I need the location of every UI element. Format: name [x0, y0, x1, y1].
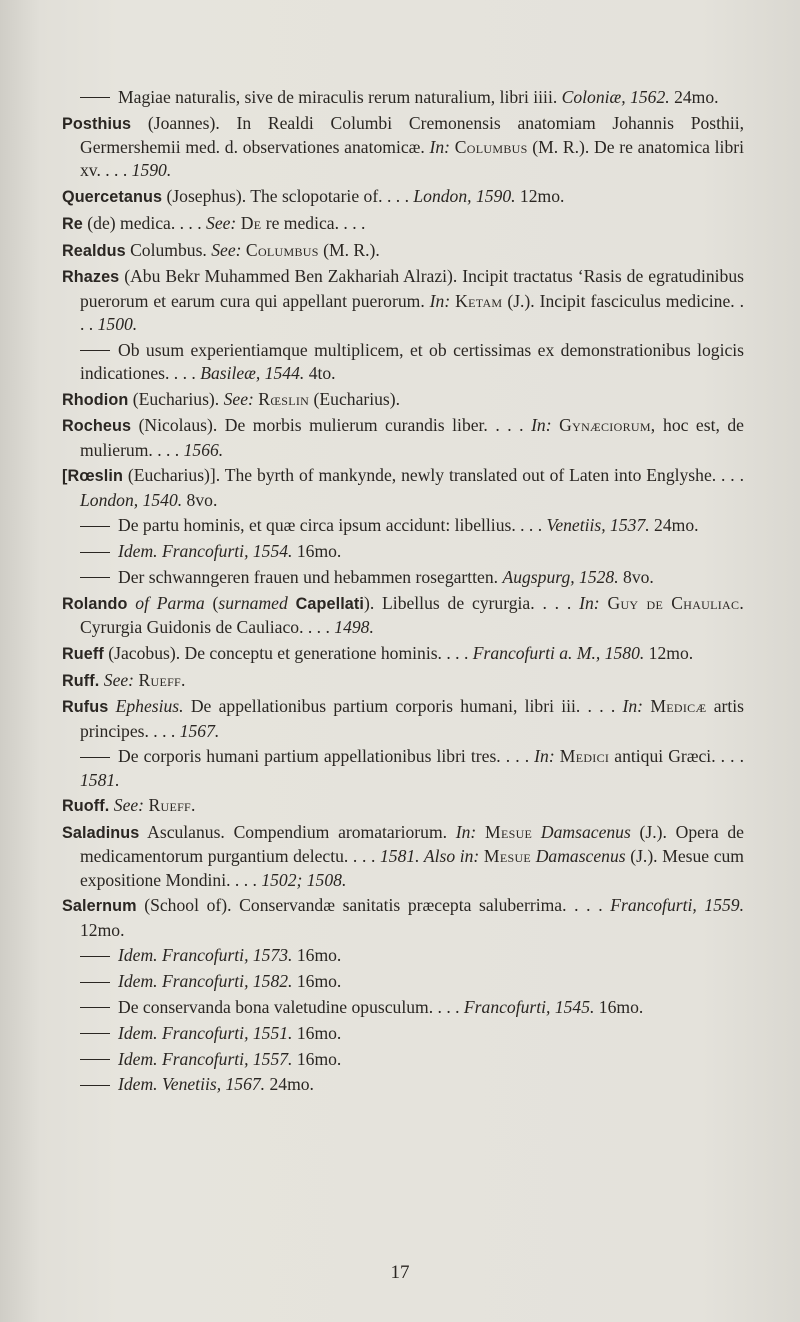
- bibliography-entry: [62, 821, 744, 892]
- entry-text: Magiae naturalis, sive de miraculis rerum naturalium, libri iiii.: [118, 87, 562, 107]
- ditto-dash: [80, 757, 110, 758]
- cross-reference: Rœslin: [258, 388, 310, 409]
- bibliography-subentry: [62, 540, 744, 563]
- italic-text: In:: [455, 822, 477, 843]
- italic-text: 1566.: [183, 439, 224, 460]
- entry-text: (Joannes). In Realdi Columbi Cremonensis anatomiam Johannis Posthii, Germershemii med. d. observationes anatomicæ.: [80, 112, 744, 157]
- italic-text: Idem. Francofurti, 1573.: [118, 945, 293, 966]
- cross-reference: Gynæciorum,: [559, 415, 656, 436]
- entry-text: (Jacobus). De conceptu et generatione hominis. . . .: [103, 642, 473, 663]
- italic-text: Francofurti, 1545.: [463, 996, 595, 1017]
- entry-text: 16mo.: [594, 996, 644, 1017]
- entry-text: 16mo.: [292, 1022, 342, 1043]
- italic-text: In:: [531, 415, 552, 436]
- italic-text: Augspurg, 1528.: [502, 566, 619, 587]
- bibliography-entry: [62, 414, 744, 461]
- ditto-dash: [80, 982, 110, 983]
- italic-text: 1500.: [97, 313, 138, 334]
- ditto-dash: [80, 1085, 110, 1086]
- entry-text: De corporis humani partium appellationibus libri tres. . . .: [118, 746, 535, 767]
- entry-text: 4to.: [304, 362, 336, 383]
- entry-text: artis principes. . . .: [80, 696, 744, 741]
- cross-reference: Guy de Chauliac.: [607, 592, 745, 613]
- entry-headword: Rueff: [62, 644, 104, 663]
- italic-text: Damascenus: [535, 846, 626, 867]
- entry-text: (Abu Bekr Muhammed Ben Zakhariah Alrazi). Incipit tractatus ‘Rasis de egratudinibus puerorum et earum cura qui appellant puerorum.: [80, 266, 744, 311]
- bibliography-entry: [62, 794, 744, 818]
- entry-text: [288, 593, 296, 613]
- bibliography-subentry: [62, 339, 744, 385]
- bibliography-entry: [62, 642, 744, 666]
- italic-text: London, 1590.: [413, 186, 516, 206]
- bibliography-subentry: [62, 745, 744, 791]
- cross-reference: Columbus: [245, 239, 319, 260]
- ditto-dash: [80, 97, 110, 98]
- bibliography-list: [62, 86, 744, 1097]
- entry-headword: Rocheus: [62, 417, 132, 436]
- bibliography-entry: [62, 265, 744, 336]
- entry-text: 12mo.: [515, 186, 565, 206]
- italic-text: Idem. Francofurti, 1557.: [118, 1048, 293, 1069]
- entry-headword: Realdus: [62, 241, 126, 260]
- italic-text: 1590.: [131, 160, 172, 181]
- entry-text: (School of). Conservandæ sanitatis præcepta saluberrima. . . .: [136, 895, 611, 916]
- entry-text: De partu hominis, et quæ circa ipsum accidunt: libellius. . . .: [118, 515, 547, 536]
- ditto-dash: [80, 1033, 110, 1034]
- entry-headword: Posthius: [62, 114, 132, 133]
- bibliography-subentry: [62, 1073, 744, 1096]
- entry-headword: Ruff.: [62, 671, 100, 690]
- bibliography-entry: [62, 894, 744, 941]
- entry-text: (M. R.).: [318, 239, 380, 260]
- italic-text: Francofurti, 1559.: [610, 895, 744, 916]
- entry-text: (J.). Opera de medicamentorum purgantium delectu. . . .: [80, 822, 744, 867]
- entry-text: Der schwanngeren frauen und hebammen rosegartten.: [118, 566, 503, 587]
- cross-reference: Columbus: [454, 137, 528, 157]
- italic-text: 1581.: [80, 769, 120, 790]
- entry-text: (Eucharius).: [309, 388, 401, 409]
- italic-text: London, 1540.: [80, 489, 183, 510]
- italic-text: surnamed: [218, 592, 288, 613]
- entry-headword: Ruoff.: [62, 797, 110, 816]
- entry-text: Asculanus. Compendium aromatariorum.: [139, 822, 456, 843]
- entry-text: (M. R.). De re anatomica libri xv. . . .: [80, 137, 744, 181]
- italic-text: Basileæ, 1544.: [200, 362, 305, 383]
- entry-headword: Re: [62, 214, 83, 233]
- bibliography-subentry: [62, 514, 744, 537]
- italic-text: 1502; 1508.: [261, 869, 347, 890]
- entry-text: (J.). Incipit fasciculus medicine. . . .: [80, 290, 744, 334]
- bibliography-subentry: [62, 86, 744, 109]
- entry-headword: Capellati: [295, 594, 364, 613]
- cross-reference: Ketam: [455, 290, 503, 311]
- entry-text: Ob usum experientiamque multiplicem, et ob certissimas ex demonstrationibus logicis indicationes. . . .: [80, 339, 744, 383]
- entry-text: ). Libellus de cyrurgia. . . .: [363, 592, 580, 613]
- bibliography-entry: [62, 185, 744, 209]
- entry-headword: Salernum: [62, 897, 137, 916]
- entry-text: hoc est, de mulierum. . . .: [80, 415, 744, 460]
- entry-text: 24mo.: [649, 515, 699, 536]
- ditto-dash: [80, 956, 110, 957]
- bibliography-entry: [62, 212, 744, 236]
- italic-text: Idem. Francofurti, 1582.: [118, 971, 293, 992]
- bibliography-subentry: [62, 970, 744, 993]
- entry-text: (Eucharius).: [128, 388, 224, 409]
- cross-reference: Mesue: [483, 846, 532, 867]
- italic-text: See:: [223, 388, 254, 409]
- ditto-dash: [80, 552, 110, 553]
- entry-text: (de) medica. . . .: [82, 212, 207, 233]
- bibliography-entry: [62, 592, 744, 639]
- ditto-dash: [80, 350, 110, 351]
- entry-text: 12mo.: [80, 919, 125, 940]
- italic-text: In:: [429, 137, 451, 157]
- page-number: 17: [390, 1262, 410, 1283]
- bibliography-entry: [62, 112, 744, 183]
- ditto-dash: [80, 526, 110, 527]
- italic-text: Idem. Francofurti, 1554.: [118, 541, 293, 562]
- entry-text: 12mo.: [644, 642, 694, 663]
- bibliography-entry: [62, 464, 744, 511]
- italic-text: Idem. Venetiis, 1567.: [118, 1074, 266, 1095]
- bibliography-subentry: [62, 996, 744, 1019]
- bibliography-subentry: [62, 566, 744, 589]
- italic-text: In:: [579, 592, 600, 613]
- entry-text: [532, 822, 541, 842]
- cross-reference: Rueff.: [138, 669, 186, 690]
- entry-text: [552, 415, 560, 435]
- entry-headword: [Rœslin: [62, 467, 123, 486]
- italic-text: In:: [534, 746, 555, 767]
- entry-text: 16mo.: [292, 971, 342, 992]
- entry-text: 24mo.: [265, 1074, 314, 1095]
- italic-text: See:: [206, 212, 237, 233]
- cross-reference: Medicæ: [650, 696, 707, 717]
- bibliography-subentry: [62, 944, 744, 967]
- entry-text: [476, 822, 485, 842]
- italic-text: Venetiis, 1537.: [546, 515, 650, 536]
- italic-text: See:: [103, 669, 135, 690]
- italic-text: Coloniæ, 1562.: [561, 87, 670, 107]
- cross-reference: Rueff.: [148, 795, 196, 816]
- entry-text: De appellationibus partium corporis humani, libri iii. . . .: [183, 696, 623, 717]
- bibliography-entry: [62, 239, 744, 263]
- entry-text: (J.). Mesue cum expositione Mondini. . . .: [80, 846, 744, 890]
- italic-text: 1581. Also in:: [379, 846, 480, 867]
- entry-text: (Josephus). The sclopotarie of. . . .: [162, 186, 414, 206]
- italic-text: Damsacenus: [540, 822, 631, 843]
- entry-text: De conservanda bona valetudine opusculum. . . .: [118, 996, 464, 1017]
- italic-text: See:: [113, 795, 145, 816]
- entry-headword: Quercetanus: [62, 188, 163, 206]
- entry-text: 16mo.: [292, 541, 342, 562]
- italic-text: Francofurti a. M., 1580.: [472, 642, 645, 663]
- entry-headword: Rhodion: [62, 390, 129, 409]
- entry-text: re medica. . . .: [261, 212, 366, 233]
- bibliography-entry: [62, 669, 744, 693]
- bibliography-entry: [62, 695, 744, 742]
- italic-text: In:: [622, 696, 644, 717]
- entry-text: 8vo.: [618, 566, 654, 587]
- entry-text: 8vo.: [182, 489, 218, 510]
- entry-text: 24mo.: [669, 87, 719, 107]
- ditto-dash: [80, 1007, 110, 1008]
- entry-text: [108, 696, 115, 716]
- entry-text: Columbus.: [125, 239, 212, 260]
- bibliography-entry: [62, 388, 744, 412]
- italic-text: of Parma: [135, 592, 205, 613]
- entry-text: Cyrurgia Guidonis de Cauliaco. . . .: [80, 616, 335, 637]
- entry-text: 16mo.: [292, 945, 342, 966]
- entry-text: (Eucharius)]. The byrth of mankynde, newly translated out of Laten into Englyshe. . . .: [122, 465, 744, 486]
- entry-text: antiqui Græci. . . .: [609, 746, 744, 767]
- italic-text: Ephesius.: [115, 696, 184, 717]
- cross-reference: Mesue: [485, 822, 533, 843]
- italic-text: In:: [429, 290, 451, 311]
- cross-reference: Medici: [559, 746, 610, 767]
- italic-text: 1498.: [334, 616, 374, 637]
- entry-headword: Saladinus: [62, 824, 140, 843]
- bibliography-subentry: [62, 1048, 744, 1071]
- ditto-dash: [80, 1059, 110, 1060]
- entry-headword: Rolando: [62, 594, 128, 613]
- entry-text: 16mo.: [292, 1048, 342, 1069]
- entry-headword: Rufus: [62, 698, 109, 717]
- entry-headword: Rhazes: [62, 268, 120, 287]
- ditto-dash: [80, 577, 110, 578]
- cross-reference: De: [240, 212, 262, 233]
- italic-text: See:: [211, 239, 242, 260]
- entry-text: (Nicolaus). De morbis mulierum curandis liber. . . .: [131, 415, 532, 436]
- italic-text: 1567.: [179, 720, 220, 741]
- italic-text: Idem. Francofurti, 1551.: [118, 1022, 293, 1043]
- entry-text: (: [204, 592, 219, 613]
- bibliography-subentry: [62, 1022, 744, 1045]
